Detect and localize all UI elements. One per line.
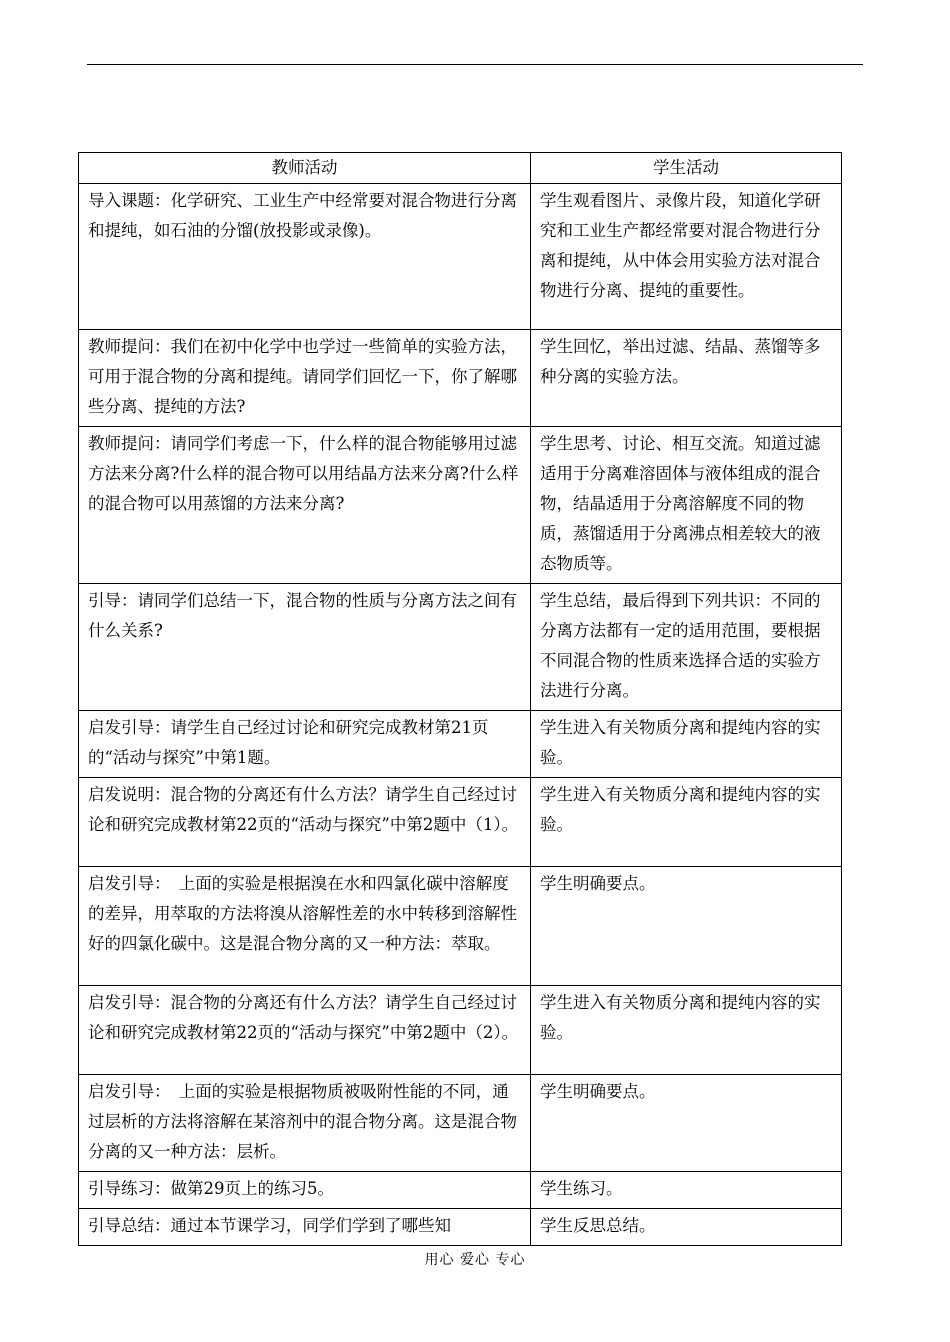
table-row [79, 427, 842, 584]
student-cell: 学生进入有关物质分离和提纯内容的实验。 [531, 711, 842, 778]
table-row [79, 184, 842, 330]
student-cell: 学生总结，最后得到下列共识：不同的分离方法都有一定的适用范围，要根据不同混合物的性质来选择合适的实验方法进行分离。 [531, 584, 842, 711]
student-cell: 学生反思总结。 [531, 1209, 842, 1246]
header-rule [87, 64, 863, 65]
table-row [79, 711, 842, 778]
table-row [79, 1209, 842, 1246]
teacher-cell: 启发引导：请学生自己经过讨论和研究完成教材第21页的“活动与探究”中第1题。 [79, 711, 531, 778]
teacher-cell: 教师提问：请同学们考虑一下，什么样的混合物能够用过滤方法来分离?什么样的混合物可以用结晶方法来分离?什么样的混合物可以用蒸馏的方法来分离? [79, 427, 531, 584]
student-cell: 学生进入有关物质分离和提纯内容的实验。 [531, 986, 842, 1075]
table-row [79, 1172, 842, 1209]
teacher-cell: 启发引导：混合物的分离还有什么方法？请学生自己经过讨论和研究完成教材第22页的“活动与探究”中第2题中（2）。 [79, 986, 531, 1075]
teacher-cell: 引导练习：做第29页上的练习5。 [79, 1172, 531, 1209]
table-row [79, 778, 842, 867]
table-row [79, 986, 842, 1075]
teacher-activity-header: 教师活动 [79, 153, 531, 184]
teacher-cell: 教师提问：我们在初中化学中也学过一些简单的实验方法，可用于混合物的分离和提纯。请同学们回忆一下，你了解哪些分离、提纯的方法? [79, 330, 531, 427]
teacher-cell: 导入课题：化学研究、工业生产中经常要对混合物进行分离和提纯，如石油的分馏(放投影或录像)。 [79, 184, 531, 330]
student-cell: 学生明确要点。 [531, 1075, 842, 1172]
student-activity-header: 学生活动 [531, 153, 842, 184]
student-cell: 学生进入有关物质分离和提纯内容的实验。 [531, 778, 842, 867]
page-footer: 用心 爱心 专心 [424, 1252, 526, 1268]
teacher-cell: 启发说明：混合物的分离还有什么方法？请学生自己经过讨论和研究完成教材第22页的“活动与探究”中第2题中（1）。 [79, 778, 531, 867]
table-row [79, 330, 842, 427]
teacher-cell: 启发引导： 上面的实验是根据溴在水和四氯化碳中溶解度的差异，用萃取的方法将溴从溶解性差的水中转移到溶解性好的四氯化碳中。这是混合物分离的又一种方法：萃取。 [79, 867, 531, 986]
student-cell: 学生练习。 [531, 1172, 842, 1209]
student-cell: 学生思考、讨论、相互交流。知道过滤适用于分离难溶固体与液体组成的混合物，结晶适用于分离溶解度不同的物质，蒸馏适用于分离沸点相差较大的液态物质等。 [531, 427, 842, 584]
table-row [79, 584, 842, 711]
lesson-activity-table [78, 152, 842, 1246]
table-row [79, 1075, 842, 1172]
student-cell: 学生回忆，举出过滤、结晶、蒸馏等多种分离的实验方法。 [531, 330, 842, 427]
student-cell: 学生明确要点。 [531, 867, 842, 986]
table-header-row [79, 153, 842, 184]
student-cell: 学生观看图片、录像片段，知道化学研究和工业生产都经常要对混合物进行分离和提纯，从中体会用实验方法对混合物进行分离、提纯的重要性。 [531, 184, 842, 330]
table-row [79, 867, 842, 986]
teacher-cell: 引导总结：通过本节课学习，同学们学到了哪些知 [79, 1209, 531, 1246]
teacher-cell: 启发引导： 上面的实验是根据物质被吸附性能的不同，通过层析的方法将溶解在某溶剂中的混合物分离。这是混合物分离的又一种方法：层析。 [79, 1075, 531, 1172]
teacher-cell: 引导：请同学们总结一下，混合物的性质与分离方法之间有什么关系? [79, 584, 531, 711]
